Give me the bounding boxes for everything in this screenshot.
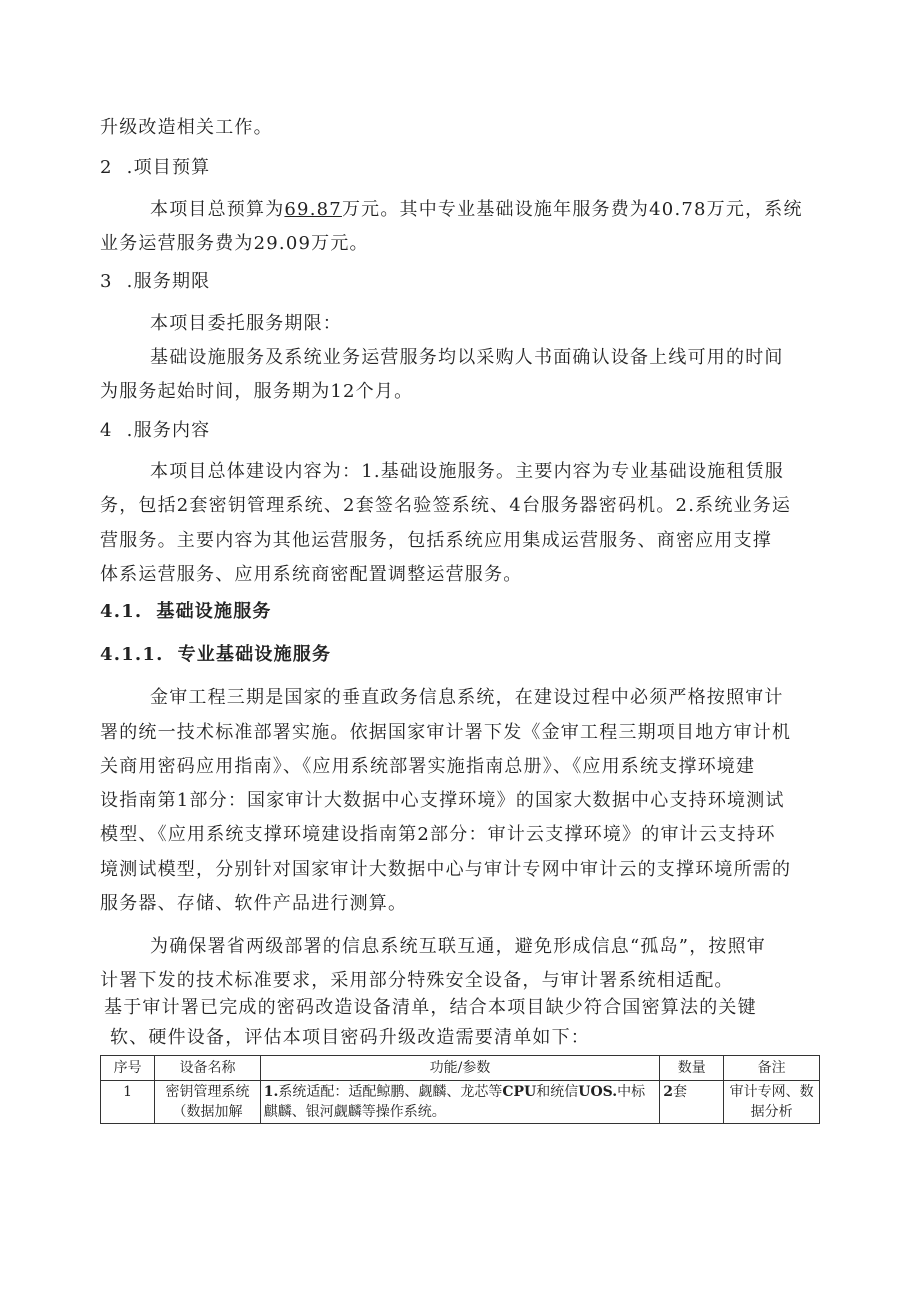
text: 服务器、存储、软件产品进行测算。 xyxy=(100,893,408,914)
paragraph-content-line-2 xyxy=(100,494,820,518)
heading-content xyxy=(100,419,820,443)
paragraph-jinshen-line-3 xyxy=(100,755,820,779)
paragraph-basis-line-2 xyxy=(110,1026,830,1050)
col-header-quantity: 数量 xyxy=(660,1056,724,1081)
paragraph-budget-line-2 xyxy=(100,232,820,256)
heading-number: 4.1. xyxy=(100,601,143,622)
text: 关商用密码应用指南》、《应用系统部署实施指南总册》、《应用系统支撑环境建 xyxy=(100,756,756,777)
paragraph-jinshen-line-5 xyxy=(100,823,820,847)
paragraph-period-line-3 xyxy=(100,380,820,404)
func-text: 中标麒麟、银河觑麟等操作系统。 xyxy=(263,1084,646,1120)
paragraph-ensure-line-1 xyxy=(150,935,820,959)
text: 本项目总体建设内容为：1.基础设施服务。主要内容为专业基础设施租赁服 xyxy=(150,461,784,482)
func-text: 系统适配：适配鲸鹏、觑麟、龙芯等 xyxy=(278,1084,503,1100)
heading-budget xyxy=(100,156,820,180)
text: 计署下发的技术标准要求，采用部分特殊安全设备，与审计署系统相适配。 xyxy=(100,970,734,991)
quantity-unit: 套 xyxy=(672,1084,687,1100)
cell-remark: 审计专网、数据分析 xyxy=(724,1081,820,1124)
heading-title: .服务期限 xyxy=(126,271,211,292)
col-header-device-name: 设备名称 xyxy=(155,1056,260,1081)
paragraph-content-line-3 xyxy=(100,529,820,553)
text: 营服务。主要内容为其他运营服务，包括系统应用集成运营服务、商密应用支撑 xyxy=(100,530,772,551)
heading-title: 专业基础设施服务 xyxy=(177,644,332,665)
text: 务，包括2套密钥管理系统、2套签名验签系统、4台服务器密码机。2.系统业务运 xyxy=(100,495,792,516)
paragraph-jinshen-line-1 xyxy=(150,686,820,710)
cell-device-name: 密钥管理系统（数据加解 xyxy=(155,1081,260,1124)
heading-title: 基础设施服务 xyxy=(156,601,272,622)
heading-4-1 xyxy=(100,600,820,624)
text: 模型、《应用系统支撑环境建设指南第2部分：审计云支撑环境》的审计云支持环 xyxy=(100,824,776,845)
text: 境测试模型，分别针对国家审计大数据中心与审计专网中审计云的支撑环境所需的 xyxy=(100,859,792,880)
paragraph-jinshen-line-2 xyxy=(100,721,820,745)
text: 本项目总预算为 xyxy=(150,199,285,220)
paragraph-ensure-line-2 xyxy=(100,969,820,993)
text: 金审工程三期是国家的垂直政务信息系统，在建设过程中必须严格按照审计 xyxy=(150,687,784,708)
heading-title: .项目预算 xyxy=(126,157,211,178)
text: 为服务起始时间，服务期为12个月。 xyxy=(100,381,414,402)
paragraph-content-line-1 xyxy=(150,460,820,484)
table-row xyxy=(101,1081,820,1124)
text: 署的统一技术标准部署实施。依据国家审计署下发《金审工程三期项目地方审计机 xyxy=(100,722,792,743)
paragraph-budget-line-1 xyxy=(150,198,820,222)
heading-4-1-1 xyxy=(100,643,820,667)
heading-number: 4 xyxy=(100,420,113,441)
paragraph-jinshen-line-6 xyxy=(100,858,820,882)
table-header-row xyxy=(101,1056,820,1081)
text: 为确保署省两级部署的信息系统互联互通，避免形成信息“孤岛”，按照审 xyxy=(150,936,767,957)
func-text-bold: UOS. xyxy=(578,1084,618,1100)
equipment-table xyxy=(100,1055,820,1124)
heading-number: 3 xyxy=(100,271,113,292)
text: 设指南第1部分：国家审计大数据中心支撑环境》的国家大数据中心支持环境测试 xyxy=(100,790,785,811)
col-header-function: 功能/参数 xyxy=(260,1056,659,1081)
text: 基于审计署已完成的密码改造设备清单，结合本项目缺少符合国密算法的关键 xyxy=(104,997,757,1018)
text: 万元。其中专业基础设施年服务费为40.78万元，系统 xyxy=(341,199,803,220)
cell-quantity xyxy=(660,1081,724,1124)
paragraph-basis-line-1 xyxy=(104,996,824,1020)
text: 基础设施服务及系统业务运营服务均以采购人书面确认设备上线可用的时间 xyxy=(150,347,784,368)
func-text-bold: CPU xyxy=(502,1084,537,1100)
heading-period xyxy=(100,270,820,294)
paragraph-jinshen-line-7 xyxy=(100,892,820,916)
paragraph-period-line-1 xyxy=(150,312,820,336)
total-budget-value: 69.87 xyxy=(284,199,342,220)
paragraph-intro-tail xyxy=(100,116,820,140)
paragraph-content-line-4 xyxy=(100,563,820,587)
heading-number: 2 xyxy=(100,157,113,178)
paragraph-jinshen-line-4 xyxy=(100,789,820,813)
func-number: 1. xyxy=(263,1084,279,1100)
quantity-number: 2 xyxy=(663,1084,673,1100)
func-text: 和统信 xyxy=(536,1084,579,1100)
text: 软、硬件设备，评估本项目密码升级改造需要清单如下： xyxy=(110,1027,590,1048)
text: 本项目委托服务期限： xyxy=(150,313,342,334)
text: 业务运营服务费为29.09万元。 xyxy=(100,233,369,254)
text: 体系运营服务、应用系统商密配置调整运营服务。 xyxy=(100,564,523,585)
cell-index: 1 xyxy=(101,1081,155,1124)
paragraph-period-line-2 xyxy=(150,346,820,370)
heading-number: 4.1.1. xyxy=(100,644,164,665)
text: 升级改造相关工作。 xyxy=(100,117,273,138)
cell-function xyxy=(260,1081,659,1124)
heading-title: .服务内容 xyxy=(126,420,211,441)
col-header-remark: 备注 xyxy=(724,1056,820,1081)
col-header-index: 序号 xyxy=(101,1056,155,1081)
